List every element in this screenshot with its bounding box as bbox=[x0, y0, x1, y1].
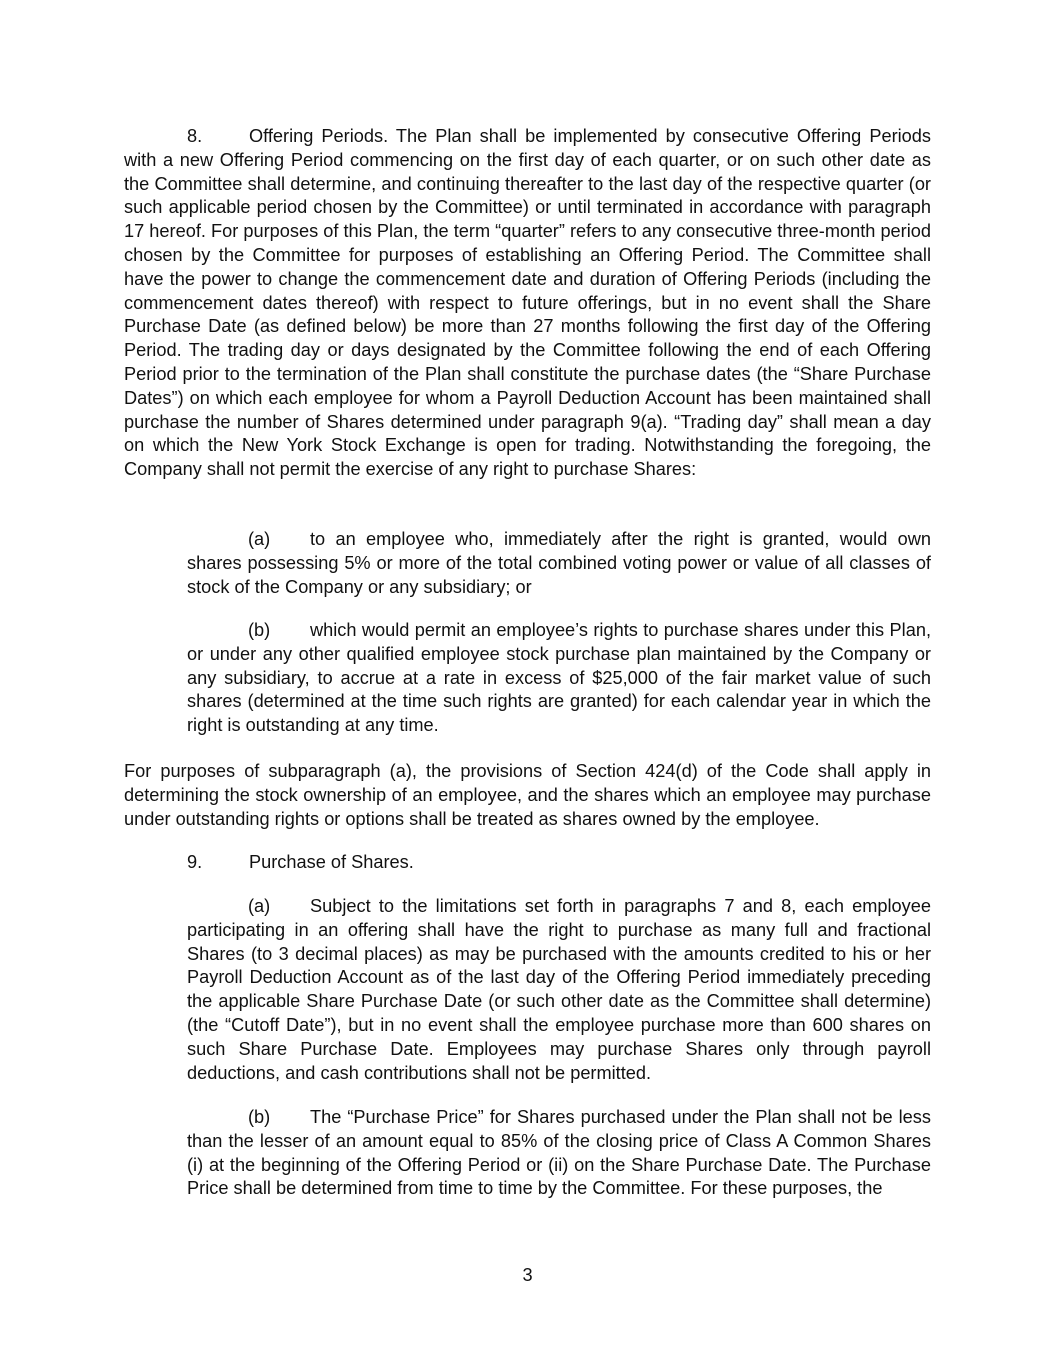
section-9-heading bbox=[187, 851, 414, 875]
section-9-title: Purchase of Shares. bbox=[249, 852, 414, 872]
section-9-subparagraph-b bbox=[187, 1106, 931, 1201]
section-9-a-label: (a) bbox=[248, 896, 271, 916]
section-8-b-text: which would permit an employee’s rights to purchase shares under this Plan, or under any other qualified employee stock purchase plan maintained by the Company or any subsidiary, to accrue at a rate in excess of $25,000 of the fair market value of such shares (determined at the time such rights are granted) for each calendar year in which the right is outstanding at any time. bbox=[187, 620, 931, 736]
section-8-subparagraph-a bbox=[187, 528, 931, 599]
section-8-a-label: (a) bbox=[248, 529, 271, 549]
section-9-number: 9. bbox=[187, 852, 203, 872]
section-8-a-text: to an employee who, immediately after the right is granted, would own shares possessing 5% or more of the total combined voting power or value of all classes of stock of the Company or any subsidiary; or bbox=[187, 529, 931, 597]
section-9-b-label: (b) bbox=[248, 1107, 271, 1127]
section-8-paragraph bbox=[124, 125, 931, 482]
section-8-subparagraph-b bbox=[187, 619, 931, 738]
section-8-number: 8. bbox=[187, 126, 203, 146]
section-8-b-label: (b) bbox=[248, 620, 271, 640]
section-9-a-text: Subject to the limitations set forth in paragraphs 7 and 8, each employee participating in an offering shall have the right to purchase as many full and fractional Shares (to 3 decimal places) as may be purchased with the amounts credited to his or her Payroll Deduction Account as of the last day of the Offering Period immediately preceding the applicable Share Purchase Date (or such other date as the Committee shall determine) (the “Cutoff Date”), but in no event shall the employee purchase more than 600 shares on such Share Purchase Date. Employees may purchase Shares only through payroll deductions, and cash contributions shall not be permitted. bbox=[187, 896, 931, 1083]
section-8-text: Offering Periods. The Plan shall be implemented by consecutive Offering Periods with a new Offering Period commencing on the first day of each quarter, or on such other date as the Committee shall determine, and continuing thereafter to the last day of the respective quarter (or such applicable period chosen by the Committee) or until terminated in accordance with paragraph 17 hereof. For purposes of this Plan, the term “quarter” refers to any consecutive three-month period chosen by the Committee for purposes of establishing an Offering Period. The Committee shall have the power to change the commencement date and duration of Offering Periods (including the commencement dates thereof) with respect to future offerings, but in no event shall the Share Purchase Date (as defined below) be more than 27 months following the first day of the Offering Period. The trading day or days designated by the Committee following the end of each Offering Period prior to the termination of the Plan shall constitute the purchase dates (the “Share Purchase Dates”) on which each employee for whom a Payroll Deduction Account has been maintained shall purchase the number of Shares determined under paragraph 9(a). “Trading day” shall mean a day on which the New York Stock Exchange is open for trading. Notwithstanding the foregoing, the Company shall not permit the exercise of any right to purchase Shares: bbox=[124, 126, 931, 480]
section-9-subparagraph-a bbox=[187, 895, 931, 1085]
section-9-b-text: The “Purchase Price” for Shares purchased under the Plan shall not be less than the lesser of an amount equal to 85% of the closing price of Class A Common Shares (i) at the beginning of the Offering Period or (ii) on the Share Purchase Date. The Purchase Price shall be determined from time to time by the Committee. For these purposes, the bbox=[187, 1107, 931, 1199]
section-8-closing-paragraph: For purposes of subparagraph (a), the provisions of Section 424(d) of the Code shall apply in determining the stock ownership of an employee, and the shares which an employee may purchase under outstanding rights or options shall be treated as shares owned by the employee. bbox=[124, 761, 931, 829]
page-number: 3 bbox=[522, 1265, 533, 1285]
